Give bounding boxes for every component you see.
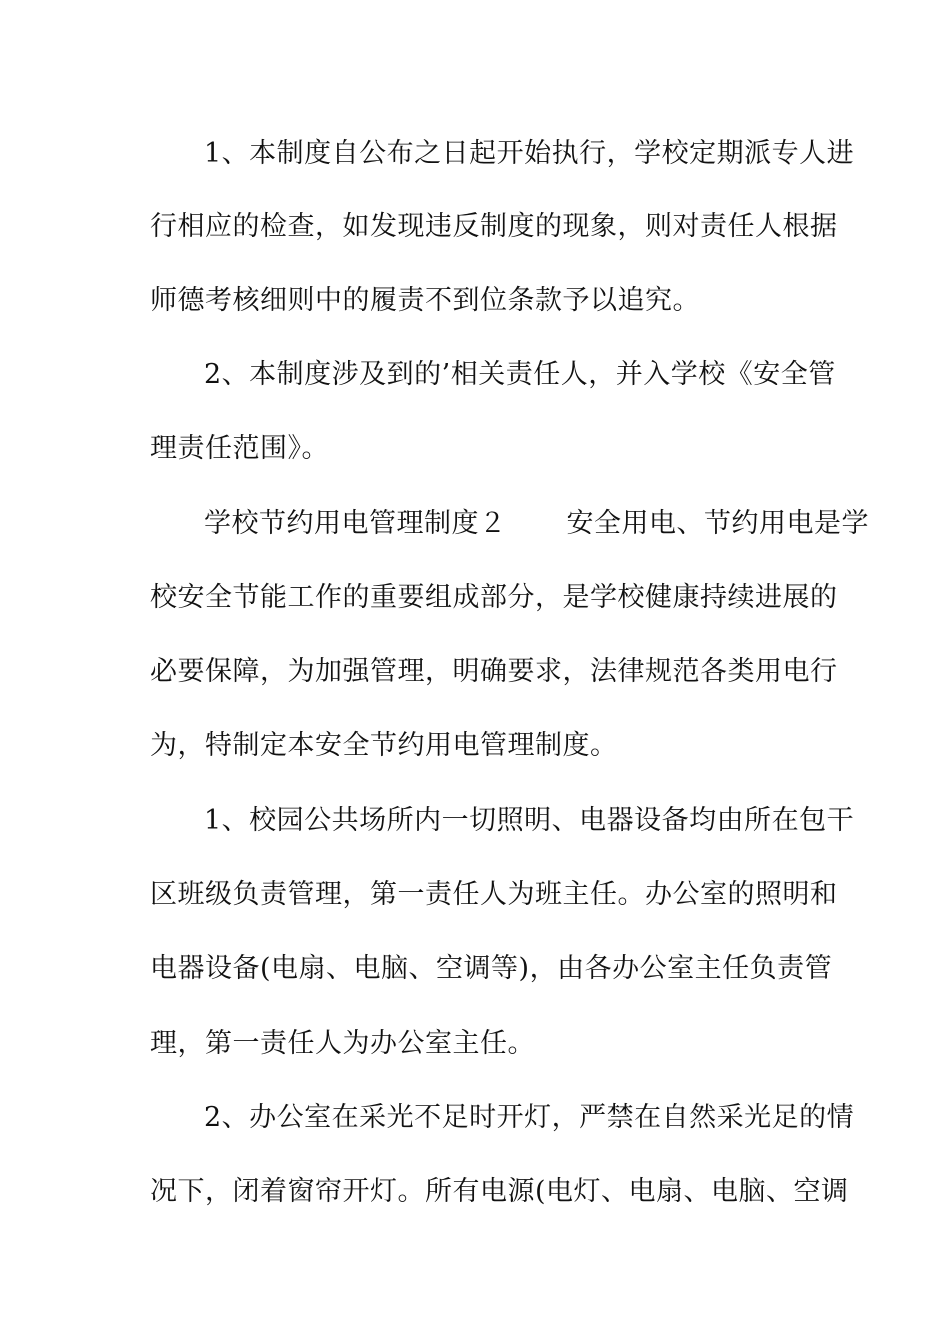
paragraph-4-line-3: 电器设备(电扇、电脑、空调等)，由各办公室主任负责管 [150, 953, 833, 984]
paragraph-4-line-2: 区班级负责管理，第一责任人为班主任。办公室的照明和 [150, 879, 838, 910]
paragraph-3-line-4: 为，特制定本安全节约用电管理制度。 [150, 730, 618, 761]
paragraph-2-line-2: 理责任范围》。 [150, 433, 329, 464]
paragraph-4-line-4: 理，第一责任人为办公室主任。 [150, 1028, 535, 1059]
paragraph-1-line-3: 师德考核细则中的履责不到位条款予以追究。 [150, 285, 700, 316]
paragraph-1-line-2: 行相应的检查，如发现违反制度的现象，则对责任人根据 [150, 211, 838, 242]
section-title: 学校节约用电管理制度２ [204, 508, 507, 539]
paragraph-5-line-2: 况下，闭着窗帘开灯。所有电源(电灯、电扇、电脑、空调 [150, 1176, 849, 1207]
paragraph-3-line-3: 必要保障，为加强管理，明确要求，法律规范各类用电行 [150, 656, 838, 687]
paragraph-1-line-1: 1、本制度自公布之日起开始执行，学校定期派专人进 [204, 138, 855, 169]
section-heading-line [204, 507, 869, 541]
paragraph-4-line-1: 1、校园公共场所内一切照明、电器设备均由所在包干 [204, 805, 855, 836]
paragraph-3-line-2: 校安全节能工作的重要组成部分，是学校健康持续进展的 [150, 582, 838, 613]
section-intro-start: 安全用电、节约用电是学 [566, 508, 869, 539]
paragraph-2-line-1: 2、本制度涉及到的’相关责任人，并入学校《安全管 [204, 359, 836, 390]
paragraph-5-line-1: 2、办公室在采光不足时开灯，严禁在自然采光足的情 [204, 1102, 855, 1133]
